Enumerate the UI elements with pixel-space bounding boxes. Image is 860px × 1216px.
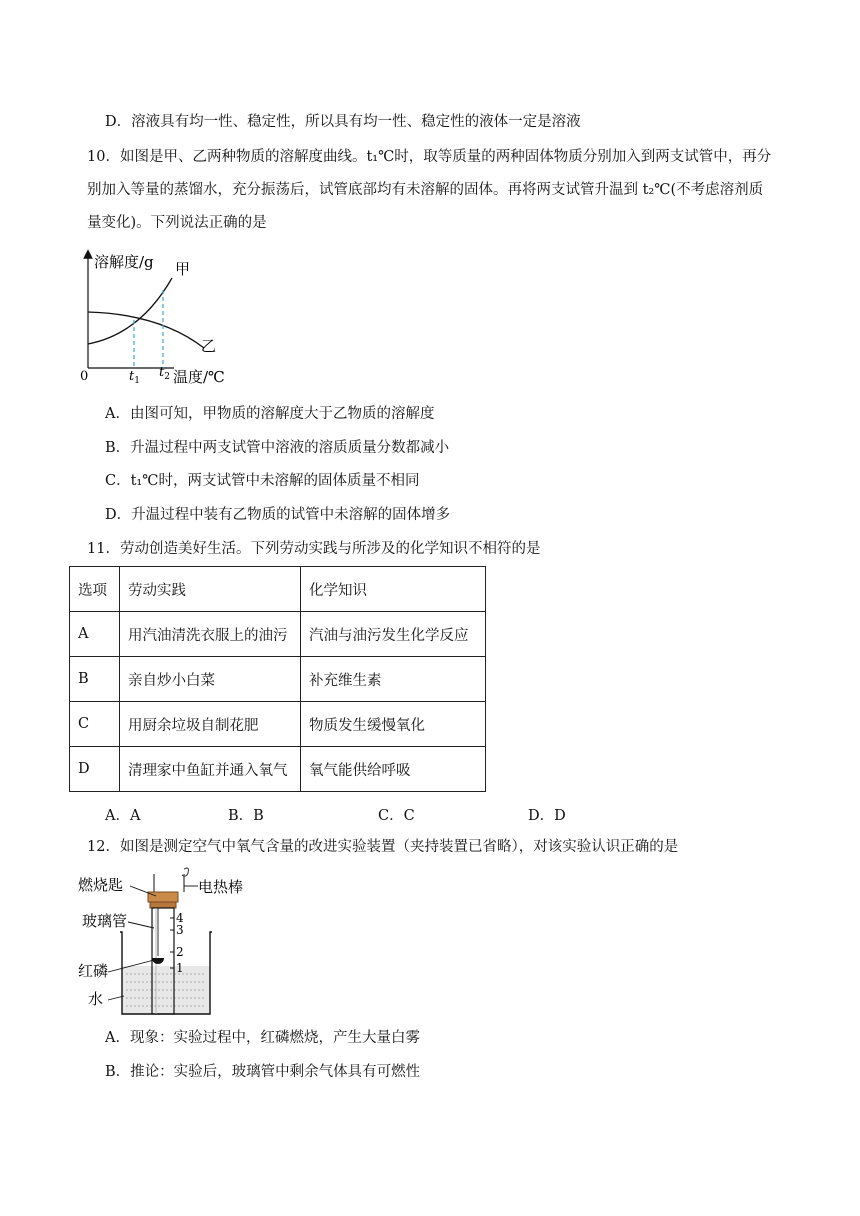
header-cell: 劳动实践 — [120, 567, 301, 612]
t1-label: $t_1$ — [129, 369, 140, 386]
mark-3: 3 — [176, 923, 184, 937]
q10-solubility-figure — [70, 244, 250, 388]
q11-choice-c: C．C — [378, 808, 415, 824]
table-row — [70, 657, 486, 702]
label-rod: 电热棒 — [198, 878, 244, 896]
table-cell: 补充维生素 — [301, 657, 486, 702]
table-cell: B — [70, 657, 120, 702]
table-header-row — [70, 567, 486, 612]
q12-option-a: A．现象：实验过程中，红磷燃烧，产生大量白雾 — [105, 1030, 420, 1046]
t2-label: $t_2$ — [159, 365, 170, 382]
table-cell: 氧气能供给呼吸 — [301, 747, 486, 792]
table-cell: 用汽油清洗衣服上的油污 — [120, 612, 301, 657]
label-tube: 玻璃管 — [82, 912, 128, 930]
q12-option-b: B．推论：实验后，玻璃管中剩余气体具有可燃性 — [105, 1064, 421, 1080]
q10-option-b: B．升温过程中两支试管中溶液的溶质质量分数都减小 — [105, 440, 450, 456]
table-row — [70, 702, 486, 747]
table-cell: 汽油与油污发生化学反应 — [301, 612, 486, 657]
y-axis-label: 溶解度/g — [94, 253, 154, 271]
curve-jia-label: 甲 — [175, 260, 191, 278]
origin-label: 0 — [80, 369, 89, 384]
label-phosphorus: 红磷 — [78, 962, 109, 980]
mark-2: 2 — [176, 945, 184, 959]
q12-stem: 12．如图是测定空气中氧气含量的改进实验装置（夹持装置已省略），对该实验认识正确的是 — [87, 839, 679, 855]
curve-jia — [88, 278, 172, 344]
label-spoon: 燃烧匙 — [78, 876, 124, 894]
curve-yi — [88, 312, 204, 348]
header-cell: 化学知识 — [301, 567, 486, 612]
x-axis-label: 温度/℃ — [173, 368, 225, 386]
table-cell: C — [70, 702, 120, 747]
q10-option-a: A．由图可知，甲物质的溶解度大于乙物质的溶解度 — [105, 406, 435, 422]
table-cell: 清理家中鱼缸并通入氧气 — [120, 747, 301, 792]
rod-top-curl — [182, 868, 189, 876]
table-cell: D — [70, 747, 120, 792]
q11-choice-b: B．B — [228, 808, 264, 824]
table-cell: A — [70, 612, 120, 657]
q10-option-c: C．t₁℃时，两支试管中未溶解的固体质量不相同 — [105, 473, 420, 489]
label-water: 水 — [88, 990, 104, 1008]
mark-1: 1 — [176, 961, 184, 975]
q10-option-d: D．升温过程中装有乙物质的试管中未溶解的固体增多 — [105, 507, 451, 523]
q10-stem-line2: 别加入等量的蒸馏水，充分振荡后，试管底部均有未溶解的固体。再将两支试管升温到 t₂℃(不考虑溶剂质 — [87, 182, 764, 198]
red-phosphorus — [152, 958, 164, 964]
table-row — [70, 612, 486, 657]
q10-stem-line1: 10．如图是甲、乙两种物质的溶解度曲线。t₁℃时，取等质量的两种固体物质分别加入到两支试管中，再分 — [87, 149, 772, 165]
q10-stem-line3: 量变化)。下列说法正确的是 — [87, 215, 267, 231]
q12-apparatus-figure — [76, 866, 276, 1016]
stopper — [148, 892, 178, 902]
header-cell: 选项 — [70, 567, 120, 612]
q11-stem: 11．劳动创造美好生活。下列劳动实践与所涉及的化学知识不相符的是 — [87, 541, 541, 557]
table-cell: 物质发生缓慢氧化 — [301, 702, 486, 747]
q11-choice-d: D．D — [528, 808, 566, 824]
table-cell: 亲自炒小白菜 — [120, 657, 301, 702]
q11-choice-a: A．A — [105, 808, 141, 824]
q11-table — [69, 566, 486, 792]
table-cell: 用厨余垃圾自制花肥 — [120, 702, 301, 747]
q9-option-d: D．溶液具有均一性、稳定性，所以具有均一性、稳定性的液体一定是溶液 — [105, 114, 581, 130]
table-row — [70, 747, 486, 792]
mark-4: 4 — [176, 911, 184, 925]
curve-yi-label: 乙 — [201, 337, 217, 355]
